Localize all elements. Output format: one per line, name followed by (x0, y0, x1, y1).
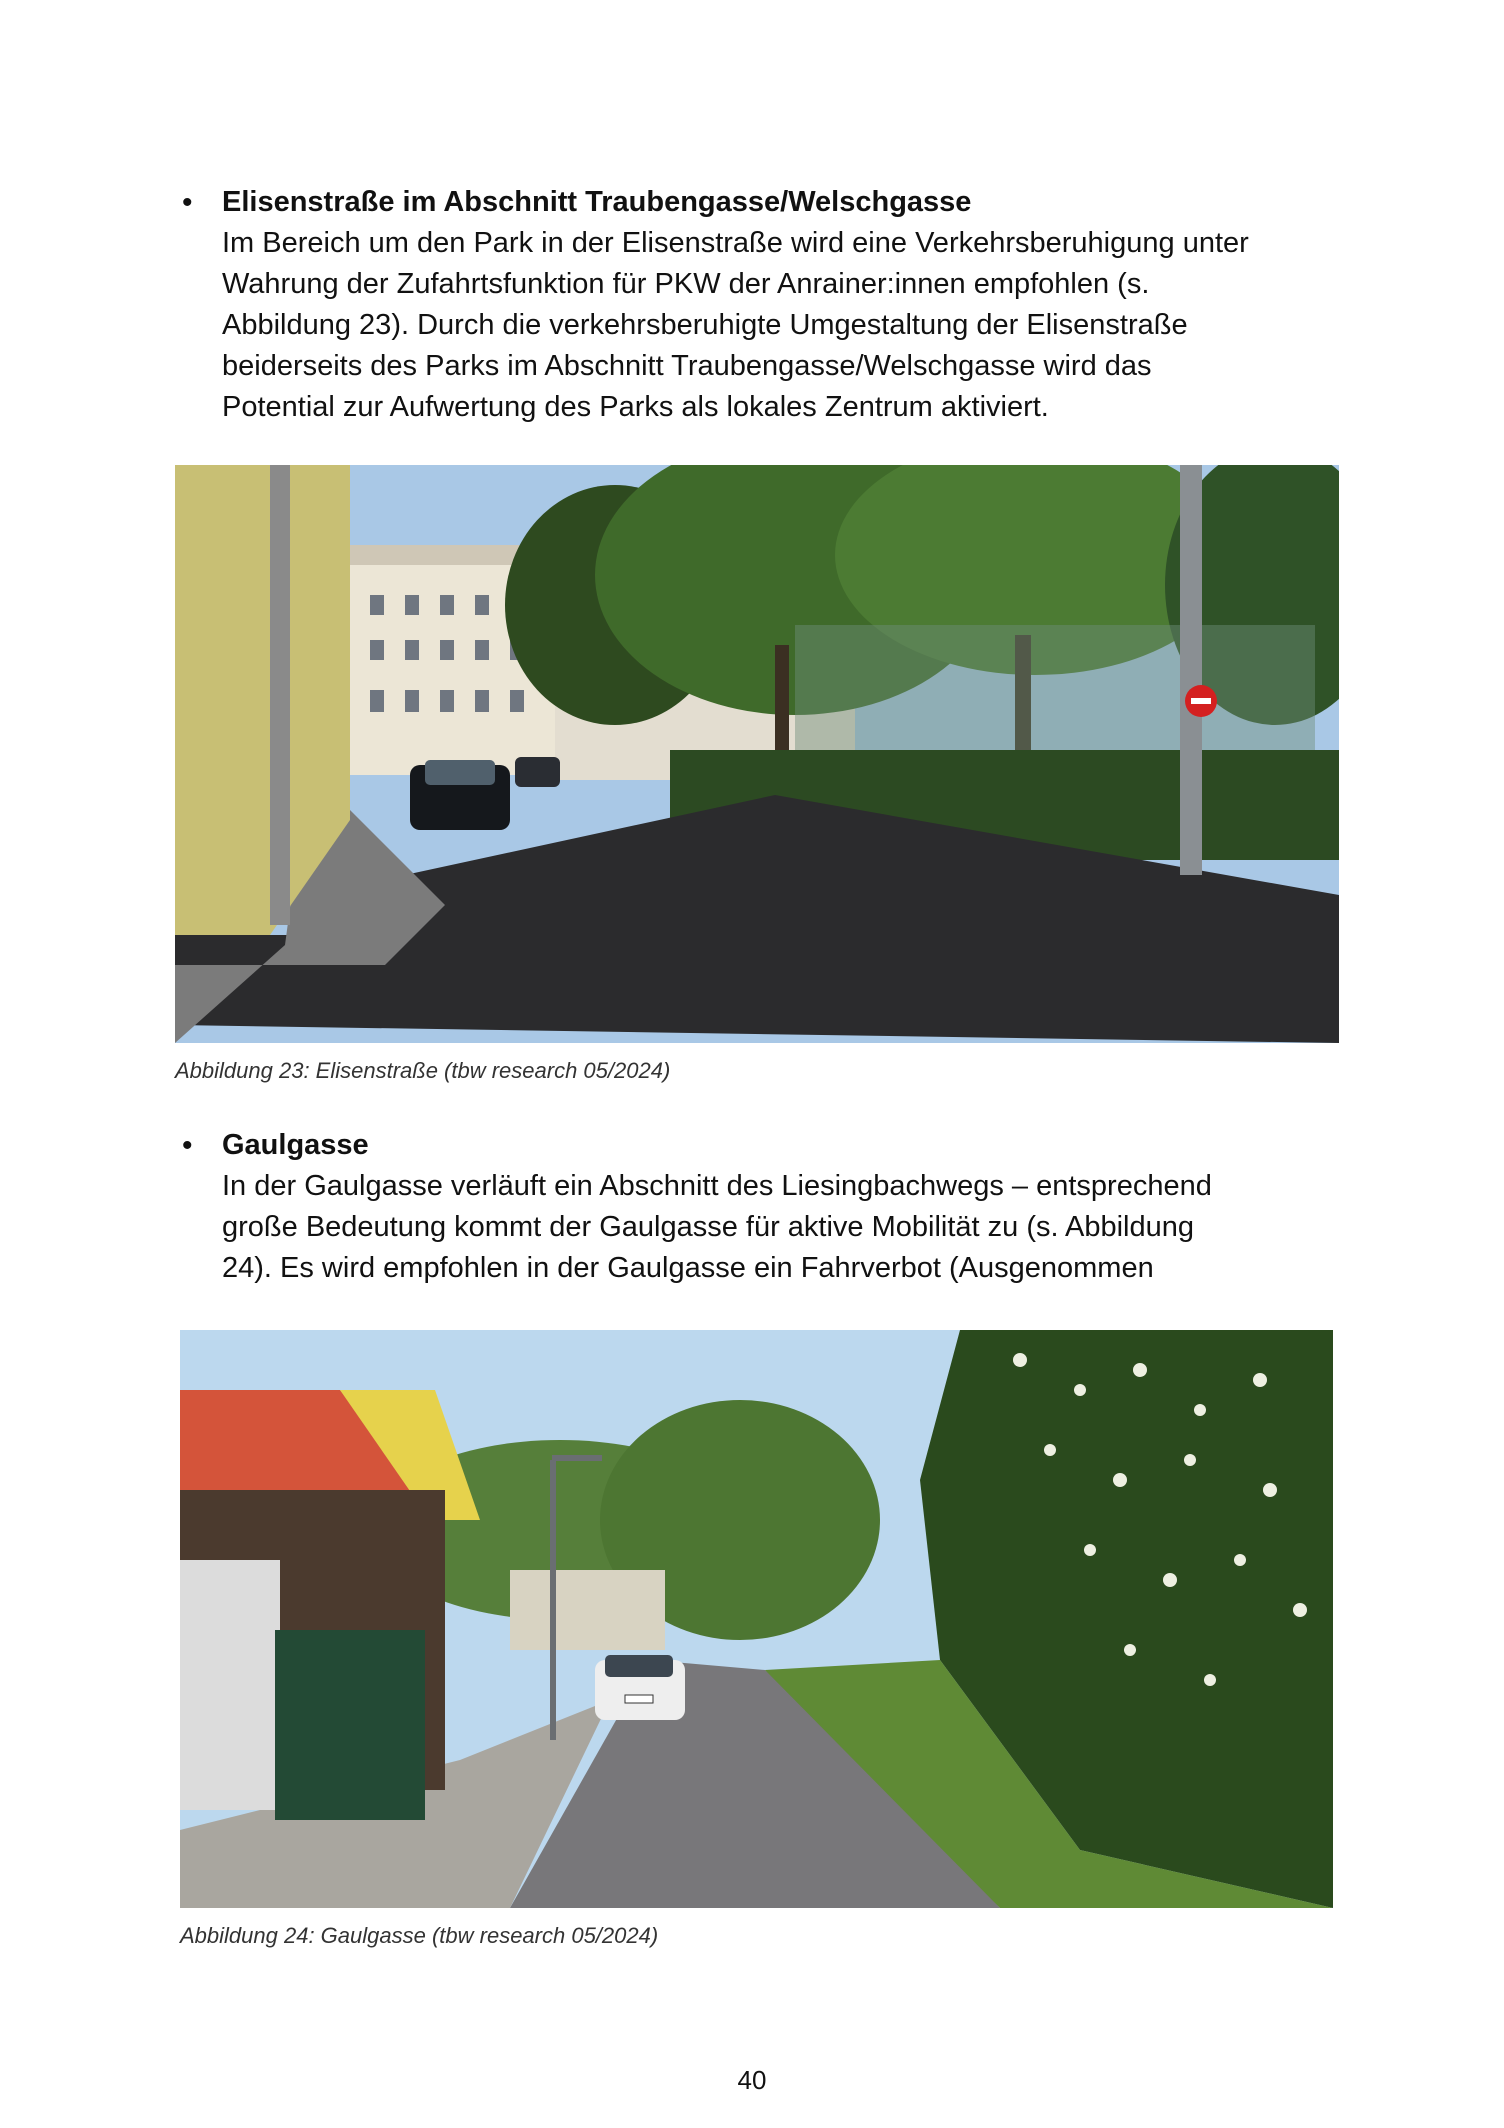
figure-23-caption: Abbildung 23: Elisenstraße (tbw research 05/2024) (175, 1058, 671, 1083)
figure-24-photo (180, 1330, 1333, 1908)
paragraph-line: Wahrung der Zufahrtsfunktion für PKW der Anrainer:innen empfohlen (s. (222, 268, 1150, 300)
figure-24-caption: Abbildung 24: Gaulgasse (tbw research 05/2024) (180, 1923, 659, 1948)
figure-23-photo (175, 465, 1339, 1043)
page-number: 40 (737, 2065, 767, 2095)
paragraph-line: Abbildung 23). Durch die verkehrsberuhigte Umgestaltung der Elisenstraße (222, 309, 1188, 341)
section-title: Elisenstraße im Abschnitt Traubengasse/Welschgasse (222, 186, 972, 218)
paragraph-line: beiderseits des Parks im Abschnitt Traubengasse/Welschgasse wird das (222, 350, 1152, 382)
paragraph-line: Im Bereich um den Park in der Elisenstraße wird eine Verkehrsberuhigung unter (222, 227, 1249, 259)
paragraph-line: Potential zur Aufwertung des Parks als lokales Zentrum aktiviert. (222, 391, 1049, 423)
section-gaulgasse (182, 1125, 1342, 1289)
paragraph-line: In der Gaulgasse verläuft ein Abschnitt des Liesingbachwegs – entsprechend (222, 1170, 1212, 1202)
section-elisenstrasse (182, 182, 1342, 428)
bullet-icon: • (182, 186, 193, 219)
paragraph-line: große Bedeutung kommt der Gaulgasse für aktive Mobilität zu (s. Abbildung (222, 1211, 1195, 1243)
bullet-icon: • (182, 1129, 193, 1162)
paragraph-line: 24). Es wird empfohlen in der Gaulgasse ein Fahrverbot (Ausgenommen (222, 1252, 1154, 1284)
section-title: Gaulgasse (222, 1129, 369, 1161)
